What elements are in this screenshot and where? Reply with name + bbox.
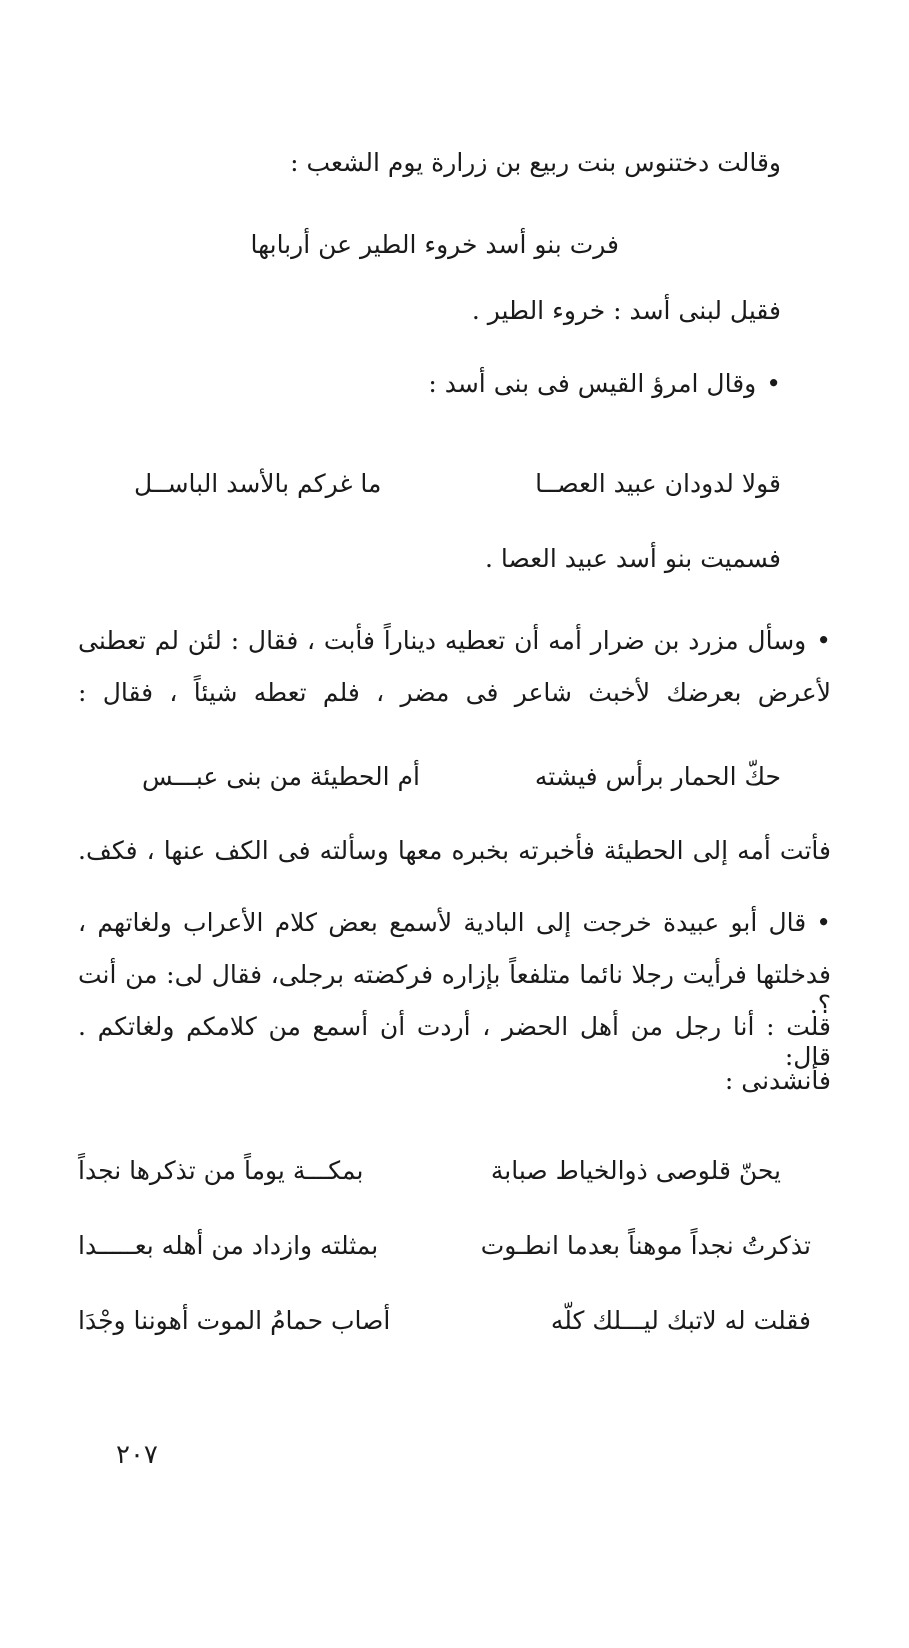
verse-hemistich-left: بمثلته وازداد من أهله بعـــــدا xyxy=(78,1231,379,1260)
text-content: وسأل مزرد بن ضرار أمه أن تعطيه ديناراً فأبت ، فقال : لئن لم تعطنى xyxy=(78,626,807,655)
bullet-marker: • xyxy=(766,369,781,398)
paragraph-line: فأتت أمه إلى الحطيئة فأخبرته بخبره معها وسألته فى الكف عنها ، فكف. xyxy=(78,836,831,865)
quoted-line: فرت بنو أسد خروء الطير عن أربابها xyxy=(250,230,619,259)
text-line xyxy=(428,369,781,399)
paragraph-line: لأعرض بعرضك لأخبث شاعر فى مضر ، فلم تعطه شيئاً ، فقال : xyxy=(78,678,831,707)
verse-hemistich-right: حكّ الحمار برأس فيشته xyxy=(534,762,781,791)
paragraph-line xyxy=(78,626,831,656)
paragraph-line: قلت : أنا رجل من أهل الحضر ، أردت أن أسمع من كلامكم ولغاتكم . قال: xyxy=(78,1012,831,1071)
verse-hemistich-left: بمكـــة يوماً من تذكرها نجداً xyxy=(78,1156,364,1185)
verse-hemistich-right: يحنّ قلوصى ذوالخياط صبابة xyxy=(490,1156,781,1185)
verse-hemistich-right: تذكرتُ نجداً موهناً بعدما انطـوت xyxy=(480,1231,811,1260)
page-number: ٢٠٧ xyxy=(116,1440,158,1470)
verse-hemistich-left: ما غركم بالأسد الباســل xyxy=(134,469,382,498)
paragraph-line: فأنشدنى : xyxy=(724,1066,831,1095)
verse-hemistich-right: قولا لدودان عبيد العصــا xyxy=(535,469,781,498)
text-line: وقالت دختنوس بنت ربيع بن زرارة يوم الشعب : xyxy=(290,148,781,177)
verse-hemistich-left: أم الحطيئة من بنى عبـــس xyxy=(142,762,420,791)
paragraph-line: فدخلتها فرأيت رجلا نائما متلفعاً بإزاره فركضته برجلى، فقال لى: من أنت ؟. xyxy=(78,960,831,1019)
text-line: فقيل لبنى أسد : خروء الطير . xyxy=(471,296,781,325)
verse-hemistich-right: فقلت له لاتبك ليـــلك كلّه xyxy=(550,1306,811,1335)
text-content: قال أبو عبيدة خرجت إلى البادية لأسمع بعض كلام الأعراب ولغاتهم ، xyxy=(78,908,807,937)
text-content: وقال امرؤ القيس فى بنى أسد : xyxy=(428,369,757,398)
paragraph-line xyxy=(78,908,831,938)
bullet-marker: • xyxy=(816,908,831,937)
text-line: فسميت بنو أسد عبيد العصا . xyxy=(485,544,781,573)
bullet-marker: • xyxy=(816,626,831,655)
verse-hemistich-left: أصاب حمامُ الموت أهوننا وجْدَا xyxy=(78,1306,391,1335)
